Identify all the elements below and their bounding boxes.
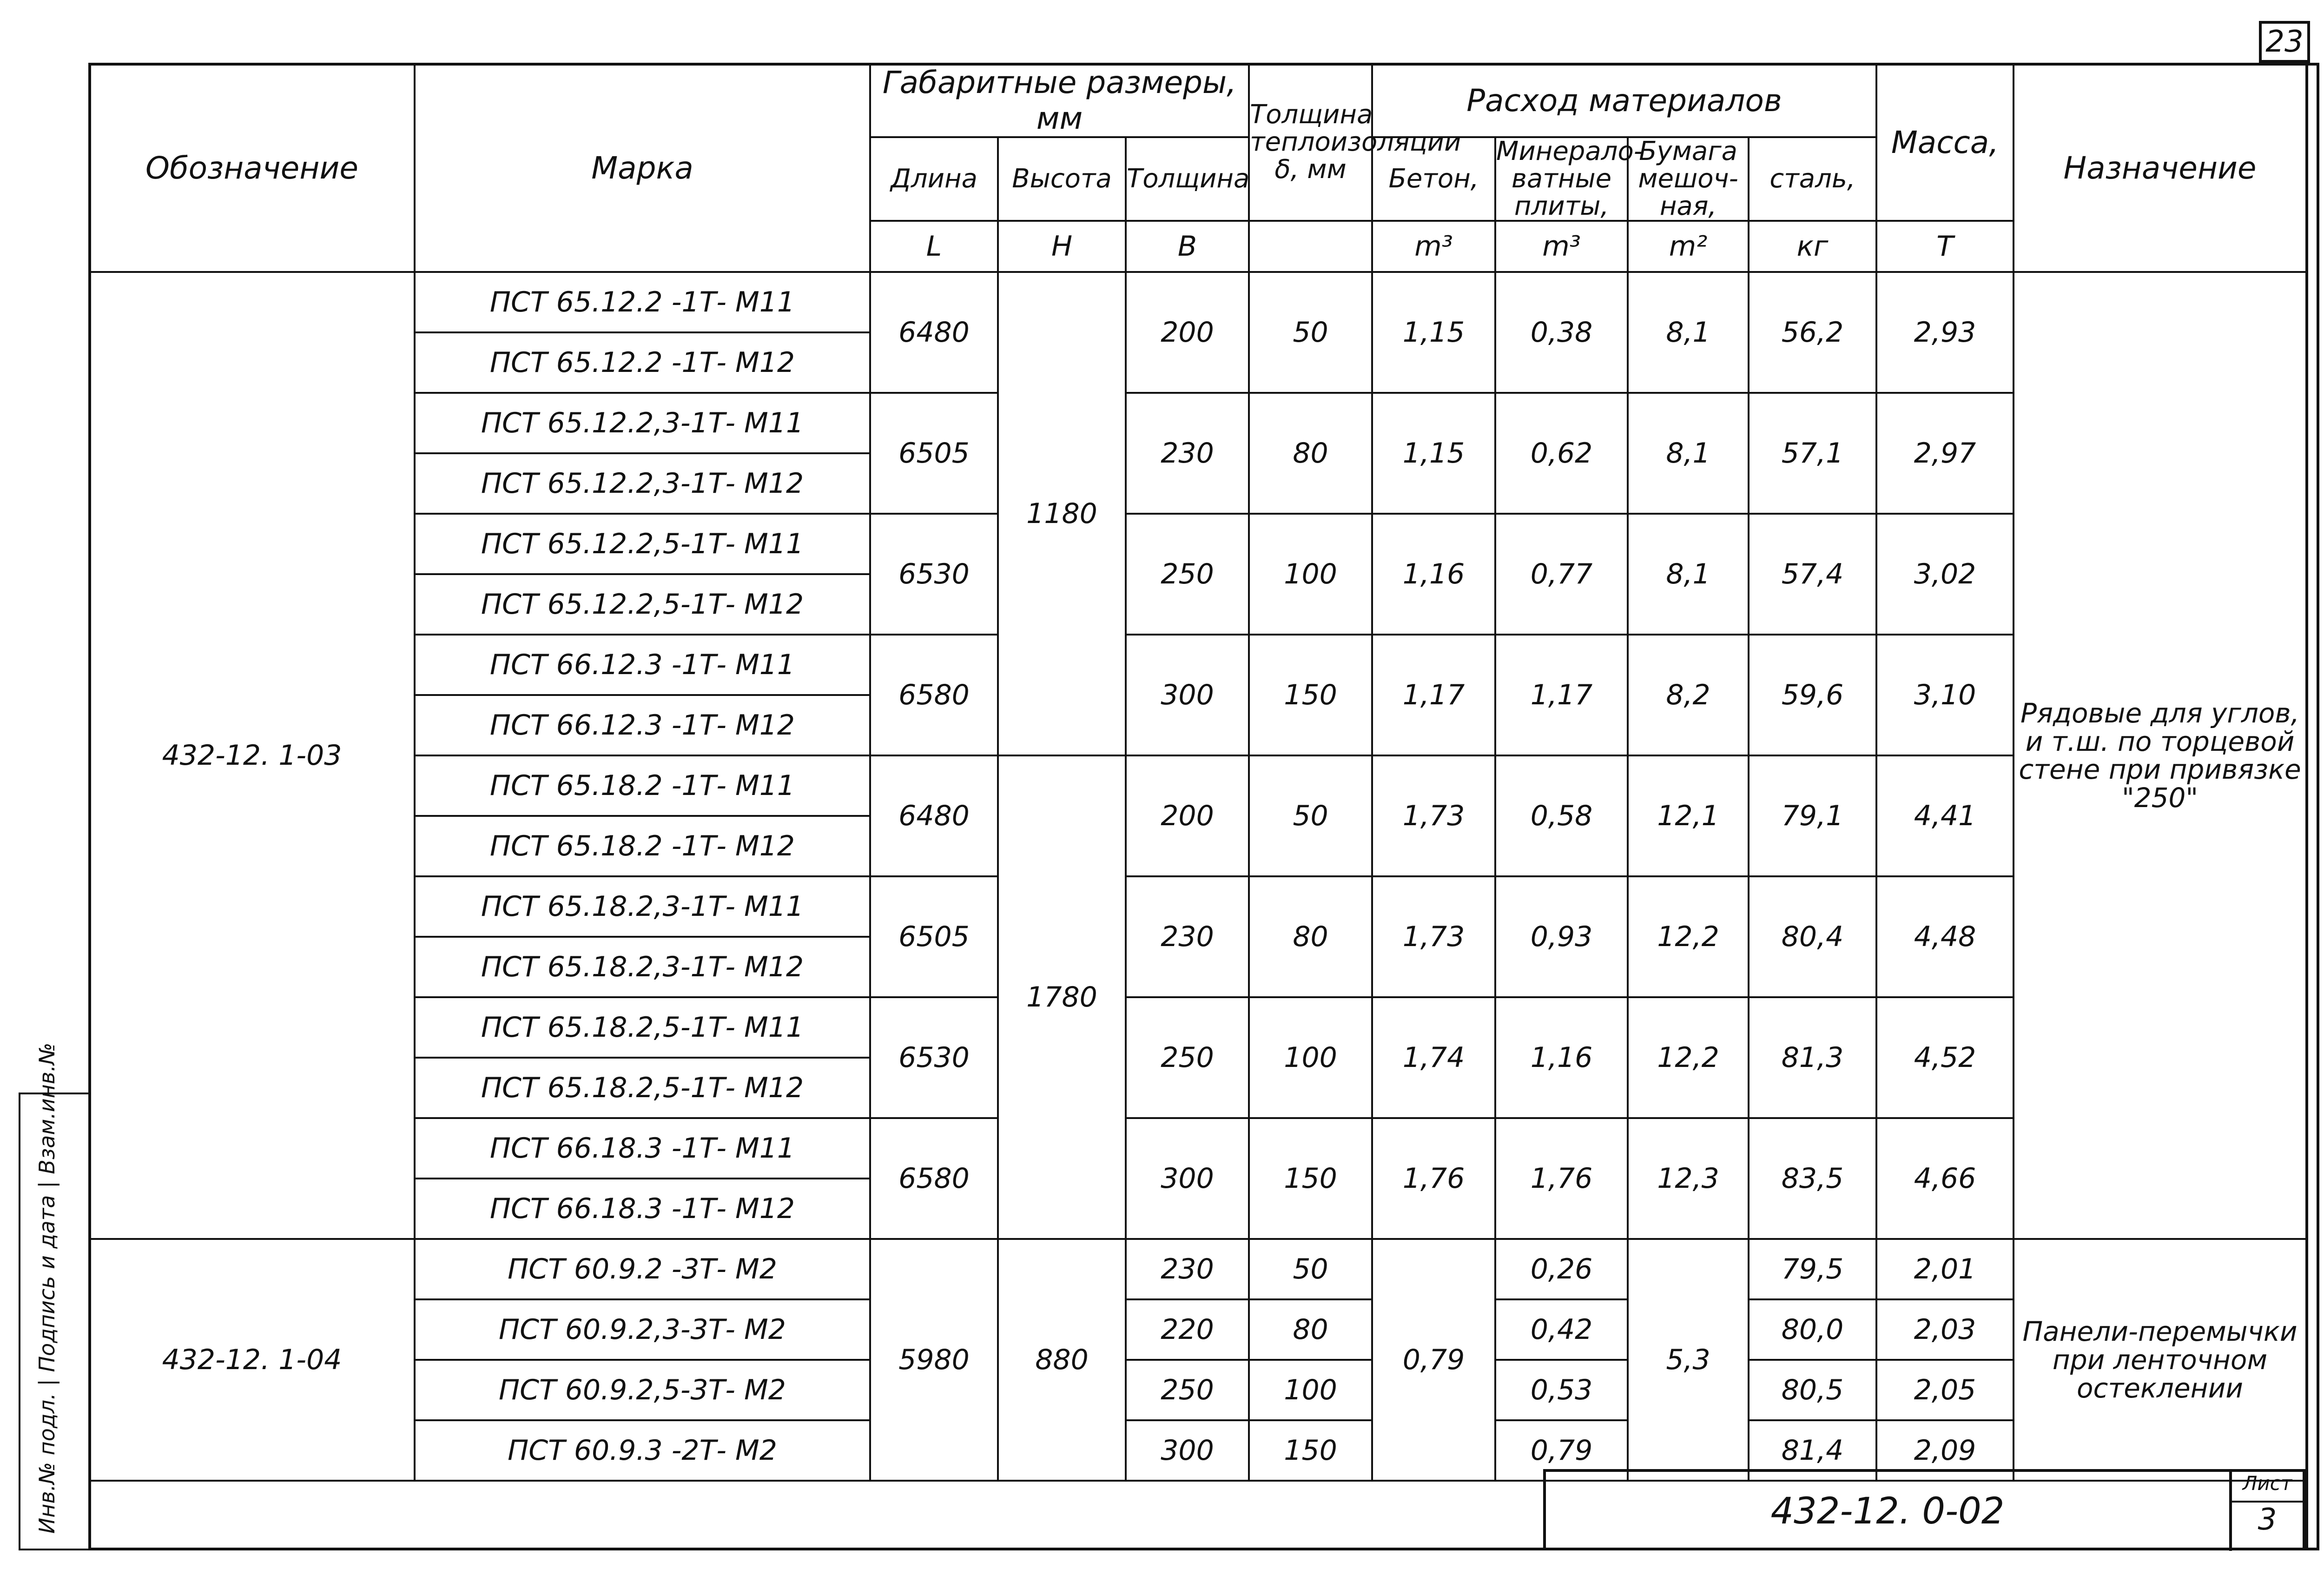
cell-vysota: 1180 <box>998 272 1126 755</box>
header-stal: сталь, <box>1749 137 1876 221</box>
cell-marka: ПСТ 66.18.3 -1Т- М11 <box>415 1118 870 1179</box>
cell-marka: ПСТ 65.12.2,3-1Т- М12 <box>415 453 870 514</box>
cell-B: 230 <box>1126 876 1249 997</box>
header-tolshchina: Толщина <box>1126 137 1249 221</box>
unit-stal: кг <box>1749 221 1876 272</box>
cell-massa: 2,05 <box>1876 1360 2014 1420</box>
cell-delta: 150 <box>1249 1118 1372 1239</box>
header-dlina: Длина <box>870 137 998 221</box>
cell-oboznachenie: 432-12. 1-04 <box>89 1239 415 1481</box>
cell-beton: 1,15 <box>1372 393 1495 514</box>
cell-dlina: 6480 <box>870 755 998 876</box>
cell-min: 0,38 <box>1495 272 1628 393</box>
cell-min: 0,79 <box>1495 1420 1628 1481</box>
cell-naznachenie: Рядовые для углов, и т.ш. по торцевой стене при привязке "250" <box>2014 272 2306 1239</box>
table-row <box>89 1360 2306 1420</box>
cell-beton: 1,15 <box>1372 272 1495 393</box>
header-rashod-group: Расход материалов <box>1372 64 1876 137</box>
cell-bum: 12,1 <box>1628 755 1749 876</box>
sheet-number-top: 23 <box>2259 21 2310 63</box>
cell-delta: 150 <box>1249 1420 1372 1481</box>
cell-dlina: 5980 <box>870 1239 998 1481</box>
cell-delta: 80 <box>1249 1299 1372 1360</box>
cell-dlina: 6580 <box>870 1118 998 1239</box>
cell-massa: 3,02 <box>1876 514 2014 635</box>
cell-beton: 1,16 <box>1372 514 1495 635</box>
cell-stal: 81,3 <box>1749 997 1876 1118</box>
table-row <box>89 635 2306 695</box>
cell-dlina: 6505 <box>870 876 998 997</box>
cell-delta: 100 <box>1249 514 1372 635</box>
cell-stal: 59,6 <box>1749 635 1876 755</box>
sheet-label: Лист <box>2232 1472 2303 1503</box>
header-beton: Бетон, <box>1372 137 1495 221</box>
table-row <box>89 997 2306 1058</box>
cell-min: 0,93 <box>1495 876 1628 997</box>
table-row <box>89 393 2306 453</box>
cell-massa: 2,97 <box>1876 393 2014 514</box>
cell-oboznachenie: 432-12. 1-03 <box>89 272 415 1239</box>
cell-dlina: 6480 <box>870 272 998 393</box>
sheet-cell <box>2229 1472 2303 1551</box>
cell-dlina: 6505 <box>870 393 998 514</box>
cell-delta: 80 <box>1249 393 1372 514</box>
header-bumaga: Бумага мешоч-ная, <box>1628 137 1749 221</box>
cell-marka: ПСТ 60.9.2 -3Т- М2 <box>415 1239 870 1299</box>
cell-B: 300 <box>1126 1118 1249 1239</box>
cell-marka: ПСТ 65.12.2,3-1Т- М11 <box>415 393 870 453</box>
cell-marka: ПСТ 66.12.3 -1Т- М11 <box>415 635 870 695</box>
cell-stal: 79,1 <box>1749 755 1876 876</box>
cell-min: 1,16 <box>1495 997 1628 1118</box>
cell-min: 0,53 <box>1495 1360 1628 1420</box>
cell-beton: 1,73 <box>1372 876 1495 997</box>
cell-stal: 80,5 <box>1749 1360 1876 1420</box>
cell-marka: ПСТ 65.18.2,3-1Т- М12 <box>415 937 870 997</box>
cell-massa: 2,03 <box>1876 1299 2014 1360</box>
cell-B: 250 <box>1126 1360 1249 1420</box>
cell-marka: ПСТ 66.12.3 -1Т- М12 <box>415 695 870 755</box>
cell-stal: 57,4 <box>1749 514 1876 635</box>
left-binding-strip <box>19 1042 88 1550</box>
cell-marka: ПСТ 60.9.2,3-3Т- М2 <box>415 1299 870 1360</box>
cell-marka: ПСТ 65.12.2,5-1Т- М11 <box>415 514 870 574</box>
cell-delta: 50 <box>1249 272 1372 393</box>
cell-massa: 4,41 <box>1876 755 2014 876</box>
header-marka: Марка <box>415 64 870 272</box>
header-massa: Масса, <box>1876 64 2014 221</box>
cell-marka: ПСТ 60.9.3 -2Т- М2 <box>415 1420 870 1481</box>
cell-delta: 80 <box>1249 876 1372 997</box>
cell-min: 0,26 <box>1495 1239 1628 1299</box>
cell-min: 1,76 <box>1495 1118 1628 1239</box>
unit-tolshchina: B <box>1126 221 1249 272</box>
left-strip-text: Инв.№ подл. | Подпись и дата | Взам.инв.№ <box>34 1042 59 1534</box>
cell-massa: 2,01 <box>1876 1239 2014 1299</box>
unit-massa: Т <box>1876 221 2014 272</box>
table-row <box>89 876 2306 937</box>
cell-B: 300 <box>1126 635 1249 755</box>
table-row <box>89 755 2306 816</box>
cell-stal: 80,0 <box>1749 1299 1876 1360</box>
cell-B: 250 <box>1126 997 1249 1118</box>
header-naznachenie: Назначение <box>2014 64 2306 272</box>
cell-marka: ПСТ 65.18.2,5-1Т- М12 <box>415 1058 870 1118</box>
header-teploizol: Толщина теплоизоляции δ, мм <box>1249 64 1372 221</box>
cell-stal: 81,4 <box>1749 1420 1876 1481</box>
cell-marka: ПСТ 65.12.2,5-1Т- М12 <box>415 574 870 635</box>
cell-massa: 2,93 <box>1876 272 2014 393</box>
cell-marka: ПСТ 65.12.2 -1Т- М12 <box>415 332 870 393</box>
cell-bum: 5,3 <box>1628 1239 1749 1481</box>
specification-table <box>88 63 2307 1482</box>
cell-bum: 12,3 <box>1628 1118 1749 1239</box>
table-row <box>89 272 2306 332</box>
table-row <box>89 1239 2306 1299</box>
cell-marka: ПСТ 65.18.2,3-1Т- М11 <box>415 876 870 937</box>
cell-min: 1,17 <box>1495 635 1628 755</box>
cell-stal: 83,5 <box>1749 1118 1876 1239</box>
table-row <box>89 1299 2306 1360</box>
cell-B: 250 <box>1126 514 1249 635</box>
cell-min: 0,77 <box>1495 514 1628 635</box>
cell-marka: ПСТ 65.18.2,5-1Т- М11 <box>415 997 870 1058</box>
unit-mineral: m³ <box>1495 221 1628 272</box>
cell-beton: 1,73 <box>1372 755 1495 876</box>
unit-bumaga: m² <box>1628 221 1749 272</box>
cell-B: 230 <box>1126 393 1249 514</box>
cell-massa: 4,52 <box>1876 997 2014 1118</box>
cell-vysota: 1780 <box>998 755 1126 1239</box>
cell-B: 220 <box>1126 1299 1249 1360</box>
cell-bum: 12,2 <box>1628 997 1749 1118</box>
cell-beton: 1,17 <box>1372 635 1495 755</box>
unit-vysota: H <box>998 221 1126 272</box>
cell-bum: 8,1 <box>1628 514 1749 635</box>
cell-bum: 8,1 <box>1628 272 1749 393</box>
title-block <box>1543 1469 2305 1550</box>
cell-stal: 56,2 <box>1749 272 1876 393</box>
cell-beton: 1,74 <box>1372 997 1495 1118</box>
cell-bum: 12,2 <box>1628 876 1749 997</box>
cell-dlina: 6530 <box>870 514 998 635</box>
cell-stal: 57,1 <box>1749 393 1876 514</box>
cell-delta: 150 <box>1249 635 1372 755</box>
cell-B: 300 <box>1126 1420 1249 1481</box>
header-vysota: Высота <box>998 137 1126 221</box>
cell-bum: 8,2 <box>1628 635 1749 755</box>
cell-min: 0,42 <box>1495 1299 1628 1360</box>
cell-marka: ПСТ 60.9.2,5-3Т- М2 <box>415 1360 870 1420</box>
header-gabarit-group: Габаритные размеры, мм <box>870 64 1249 137</box>
table-row <box>89 514 2306 574</box>
cell-delta: 100 <box>1249 1360 1372 1420</box>
cell-dlina: 6580 <box>870 635 998 755</box>
unit-beton: m³ <box>1372 221 1495 272</box>
cell-B: 230 <box>1126 1239 1249 1299</box>
cell-vysota: 880 <box>998 1239 1126 1481</box>
cell-stal: 80,4 <box>1749 876 1876 997</box>
cell-marka: ПСТ 65.18.2 -1Т- М11 <box>415 755 870 816</box>
cell-beton: 1,76 <box>1372 1118 1495 1239</box>
cell-bum: 8,1 <box>1628 393 1749 514</box>
right-binding-strip <box>2305 63 2319 1550</box>
table-row <box>89 1118 2306 1179</box>
cell-min: 0,62 <box>1495 393 1628 514</box>
cell-marka: ПСТ 65.18.2 -1Т- М12 <box>415 816 870 876</box>
cell-massa: 3,10 <box>1876 635 2014 755</box>
unit-dlina: L <box>870 221 998 272</box>
header-mineral: Минерало-ватные плиты, <box>1496 136 1643 221</box>
cell-stal: 79,5 <box>1749 1239 1876 1299</box>
cell-marka: ПСТ 66.18.3 -1Т- М12 <box>415 1179 870 1239</box>
unit-teploizol <box>1249 221 1372 272</box>
cell-min: 0,58 <box>1495 755 1628 876</box>
cell-dlina: 6530 <box>870 997 998 1118</box>
cell-massa: 2,09 <box>1876 1420 2014 1481</box>
cell-naznachenie: Панели-перемычки при ленточном остеклении <box>2014 1239 2306 1481</box>
document-code: 432-12. 0-02 <box>1770 1490 2005 1532</box>
cell-marka: ПСТ 65.12.2 -1Т- М11 <box>415 272 870 332</box>
cell-massa: 4,66 <box>1876 1118 2014 1239</box>
header-oboznachenie: Обозначение <box>89 64 415 272</box>
cell-delta: 100 <box>1249 997 1372 1118</box>
cell-delta: 50 <box>1249 1239 1372 1299</box>
cell-massa: 4,48 <box>1876 876 2014 997</box>
cell-B: 200 <box>1126 755 1249 876</box>
cell-beton: 0,79 <box>1372 1239 1495 1481</box>
sheet-value: 3 <box>2258 1503 2277 1537</box>
cell-B: 200 <box>1126 272 1249 393</box>
cell-delta: 50 <box>1249 755 1372 876</box>
